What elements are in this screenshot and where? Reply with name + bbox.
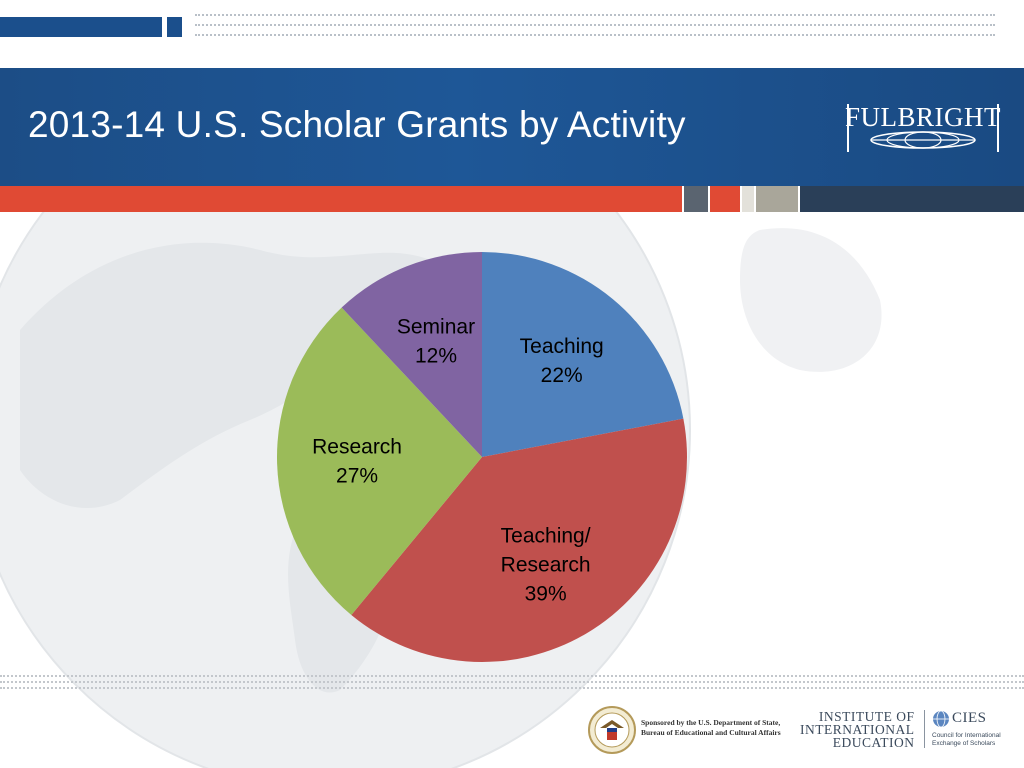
footer-dotted-rule <box>0 687 1024 689</box>
fulbright-logo-text: FULBRIGHT <box>844 102 1002 132</box>
pie-slice-label: Research <box>500 553 591 577</box>
pie-slice-label: Seminar <box>396 315 476 339</box>
pie-slice-percent: 27% <box>336 464 379 488</box>
pie-slice-percent: 39% <box>524 582 567 606</box>
pie-slice-label: Research <box>312 435 403 459</box>
logo-separator <box>924 710 925 748</box>
cies-sub-line-1: Council for International <box>932 732 1001 739</box>
pie-slice-label: Teaching <box>519 335 604 359</box>
pie-slice-label: Teaching/ <box>500 524 591 548</box>
sponsor-line-2: Bureau of Educational and Cultural Affairs <box>641 728 781 737</box>
pie-slice-percent: 22% <box>540 364 583 388</box>
globe-icon <box>932 710 950 728</box>
slide-title: 2013-14 U.S. Scholar Grants by Activity <box>28 104 686 145</box>
sponsor-text <box>641 718 781 738</box>
cies-sub-line-2: Exchange of Scholars <box>932 740 996 747</box>
cies-subtitle <box>932 732 1001 748</box>
iie-logo <box>800 710 914 749</box>
state-department-seal <box>588 706 636 754</box>
iie-line-1: INSTITUTE OF <box>818 709 915 724</box>
footer-dotted-rule <box>0 681 1024 683</box>
iie-line-3: EDUCATION <box>832 735 915 750</box>
cies-name: CIES <box>952 710 987 726</box>
sponsor-line-1: Sponsored by the U.S. Department of State, <box>641 718 781 727</box>
pie-slice-percent: 12% <box>414 344 458 368</box>
iie-line-2: INTERNATIONAL <box>800 722 915 737</box>
footer-dotted-rule <box>0 675 1024 677</box>
